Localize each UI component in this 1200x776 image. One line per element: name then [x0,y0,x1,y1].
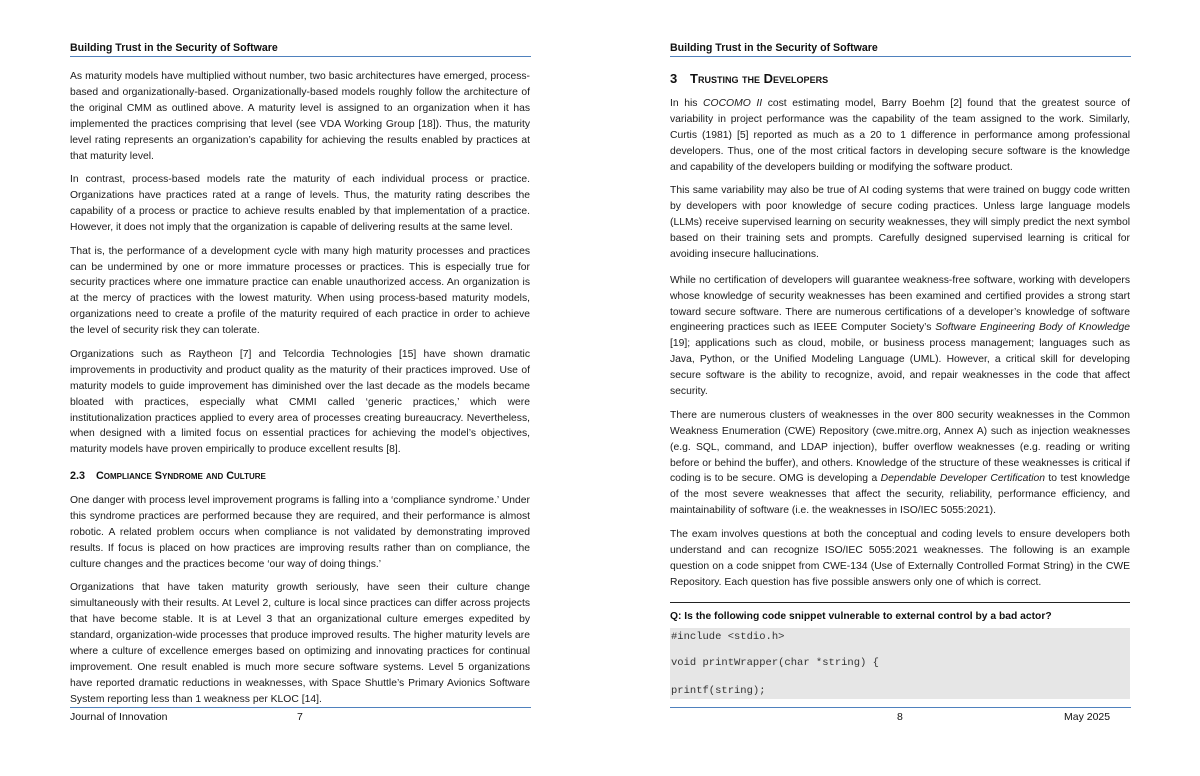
paragraph: The exam involves questions at both the conceptual and coding levels to ensure developers both understand and can recognize ISO/IEC 5055:2021 weaknesses. The following is an example question on a code snippet from CWE-134 (Use of Externally Controlled Format String) in the CWE Repository. Each question has five possible answers only one of which is correct. [670,528,1130,588]
header-rule [70,56,531,57]
paragraph: In contrast, process-based models rate the maturity of each individual process or practice. Organizations have practices rated at a range of levels. Thus, the maturity rating describes the capability of a process or practice to achieve results enabled by that implementation of a practice. However, it does not imply that the organization is capable of delivering results at the same level. [70,174,530,233]
section-heading [70,469,530,485]
header-rule [670,56,1131,57]
paragraph: This same variability may also be true of AI coding systems that were trained on buggy code written by developers with poor knowledge of secure coding practices. Unless large language models (LLMs) receive supervised learning on security weaknesses, they will simply predict the next symbol based on their training sets and prompts. Carefully designed supervised learning is critical for avoiding insecure hallucinations. [670,185,1130,260]
page-body [670,71,1130,598]
code-line: void printWrapper(char *string) { [671,657,879,669]
paragraph: One danger with process level improvement programs is falling into a ‘compliance syndrome.’ Under this syndrome practices are performed because they are required, and their performance is almost robotic. A related problem occurs when compliance is not validated by demonstrating improved results. If focus is placed on how practices are improving results rather than on compliance, the culture changes and the practices become ‘our way of doing things.’ [70,495,530,570]
paragraph: In his COCOMO II cost estimating model, Barry Boehm [2] found that the greatest source of variability in project performance was the capability of the team assigned to the work. Similarly, Curtis (1981) [5] reported as much as a 20 to 1 difference in performance among professional developers. Thus, one of the most critical factors in developing secure software is the knowledge and capability of the developers building or modifying the software product. [670,97,1130,173]
footer-date: May 2025 [1064,711,1111,723]
paragraph: That is, the performance of a development cycle with many high maturity processes and practices can be undermined by one or more immature processes or practices. This is especially true for security practices where one immature practice can enable unauthorized access. An organization is at the mercy of practices with the lowest maturity. When using process-based maturity models, organizations need to create a profile of the maturity required of each practice in order to achieve the level of security risk they can tolerate. [70,245,530,337]
paragraph: Organizations such as Raytheon [7] and Telcordia Technologies [15] have shown dramatic improvements in productivity and product quality as the maturity of their practices improved. Use of maturity models to guide improvement has diminished over the last decade as the models became bloated with practices, especially what CMMI called ‘generic practices,’ which were institutionalization practices applied to every area of processes creating bureaucracy. Nevertheless, when designed with a limited focus on essential practices for achieving the model’s objectives, maturity models have proven empirically to produce excellent results [8]. [70,348,530,456]
page-body [70,69,530,716]
running-header: Building Trust in the Security of Software [70,42,278,54]
section-heading [670,71,1130,87]
footer-rule [670,707,1131,708]
footer-rule [70,707,531,708]
section-title: Compliance Syndrome and Culture [96,470,266,483]
section-title: Trusting the Developers [690,71,829,86]
code-line: #include <stdio.h> [671,631,785,643]
running-header: Building Trust in the Security of Software [670,42,878,54]
code-snippet [670,628,1130,699]
paragraph: There are numerous clusters of weaknesses in the over 800 security weaknesses in the Common Weakness Enumeration (CWE) Repository (cwe.mitre.org, Annex A) such as injection weaknesses (e.g. SQL, command, and LDAP injection), buffer overflow weaknesses (e.g. reading or writing before or behind the buffer), and others. Knowledge of the structure of these weaknesses is critical if coding is to be secure. OMG is developing a Dependable Developer Certification to test knowledge of the most severe weaknesses that affect the security, reliability, performance efficiency, and maintainability of software (i.e. the weaknesses in ISO/IEC 5055:2021). [670,409,1130,517]
page-number: 8 [897,711,903,723]
code-line: printf(string); [671,685,766,697]
question-text: Q: Is the following code snippet vulnerable to external control by a bad actor? [670,611,1052,622]
paragraph: While no certification of developers will guarantee weakness-free software, working with developers whose knowledge of security weaknesses has been examined and certified provides a strong start toward secure software. There are numerous certifications of a developer’s knowledge of software engineering practices such as IEEE Computer Society’s Software Engineering Body of Knowledge [19]; applications such as cloud, mobile, or business process management; languages such as Java, Python, or the Unified Modeling Language (UML). However, a critical skill for developing secure software is the ability to recognize, avoid, and repair weaknesses in the code that affect security. [670,274,1130,398]
footer-journal: Journal of Innovation [70,711,168,723]
question-box [670,602,1130,699]
page-number: 7 [297,711,303,723]
section-number: 3 [670,71,678,86]
paragraph: As maturity models have multiplied without number, two basic architectures have emerged, process-based and organizationally-based. Organizationally-based models roughly follow the architecture of the original CMM as outlined above. A maturity level is assigned to an organization when it has implemented the practices comprising that level (see VDA Working Group [18]). Thus, the maturity level rating represents an organization’s capability for achieving the results enabled by practices at that maturity level. [70,71,530,162]
section-number: 2.3 [70,470,86,483]
paragraph: Organizations that have taken maturity growth seriously, have seen their culture change simultaneously with their results. At Level 2, culture is local since practices can differ across projects that have become stable. It is at Level 3 that an organizational culture emerges expedited by standard, organization-wide processes that produce improved results. The higher maturity levels are where a culture of excellence emerges based on optimizing and innovating practices for continual improvement. One result enabled is much more secure software systems. Level 5 organizations have reported dramatic reductions in weaknesses, with Space Shuttle’s Primary Avionics Software System reporting less than 1 weakness per KLOC [14]. [70,582,530,705]
